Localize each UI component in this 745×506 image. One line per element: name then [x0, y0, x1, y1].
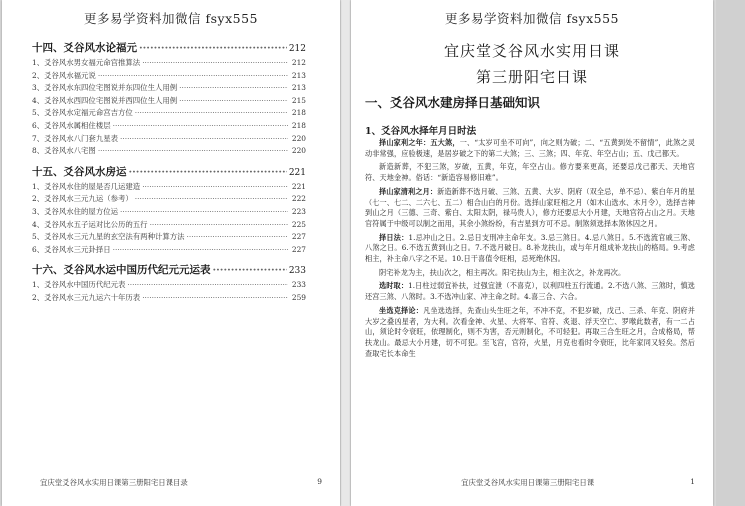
toc-entry-title: 5、爻谷风水三元九星的玄空法有两种计算方法	[32, 232, 185, 242]
paragraph-text: 新造新葬，不犯三煞，岁破，五黄，年克，年空占山。修方要来更高，还要忌戊己都天、天地官符、天地金神。俗话：“新造容易修旧难”。	[365, 162, 695, 183]
paragraph	[365, 138, 695, 159]
viewer-margin	[716, 0, 745, 506]
page-footer	[365, 477, 695, 488]
toc-entry[interactable]	[32, 95, 306, 108]
paragraph	[365, 306, 695, 360]
paragraph	[365, 162, 695, 183]
toc-leader-dots	[98, 70, 288, 83]
toc-entry-title: 2、爻谷风水三元九运（参考）	[32, 194, 133, 204]
toc-entry[interactable]	[32, 279, 306, 292]
toc-leader-dots	[135, 107, 288, 120]
paragraph-text: 阴宅补龙为主，扶山次之，相主再次。阳宅扶山为主，相主次之，补龙再次。	[379, 267, 626, 277]
page-number: 1	[690, 477, 695, 486]
toc-entry[interactable]	[32, 145, 306, 158]
toc-entry[interactable]	[32, 292, 306, 305]
course-title: 宜庆堂爻谷风水实用日课	[443, 42, 620, 60]
toc-page-number: 220	[291, 146, 306, 156]
toc-entry[interactable]	[32, 107, 306, 120]
volume-title: 第三册阳宅日课	[475, 68, 588, 86]
content-page	[351, 0, 713, 506]
paragraph-text: 一、“太岁可坐不可向”，向之则为破；二、“五黄到处不留情”，此煞之灵动非常强，应验极速，是居岁破之下的第二大煞；三、三煞；四、年克、年空占山；五、戊己都天。	[365, 138, 695, 158]
toc-leader-dots	[120, 206, 288, 219]
toc-page-number: 218	[291, 108, 306, 118]
toc-page-number: 218	[291, 120, 306, 130]
toc-entry[interactable]	[32, 231, 306, 244]
toc-page-number: 225	[291, 219, 306, 229]
paragraph-lead: 坐选克择论：	[379, 305, 424, 315]
toc-entry-title: 1、爻谷风水中国历代纪元表	[32, 280, 126, 290]
chapter-title: 一、爻谷风水建房择日基础知识	[365, 95, 541, 110]
toc-page-number: 223	[291, 206, 306, 216]
toc-entry-title: 3、爻谷风水东四位宅图说并东四位生人用例	[32, 83, 178, 93]
toc-entry-title: 6、爻谷风水属相住楼层	[32, 120, 111, 130]
toc-section-title: 十四、爻谷风水论福元	[32, 42, 137, 54]
toc-leader-dots	[213, 262, 287, 279]
toc-page-number: 233	[291, 280, 306, 290]
body-text	[365, 138, 695, 362]
paragraph-lead: 择山家利之年：五大煞，	[379, 138, 460, 147]
toc-page-number: 221	[288, 167, 306, 178]
page-header: 更多易学资料加微信 fsyx555	[84, 11, 258, 26]
toc-entry-title: 1、爻谷风水住的屋是否几运建造	[32, 181, 141, 191]
toc-leader-dots	[113, 244, 288, 257]
toc-leader-dots	[127, 279, 288, 292]
page-gutter	[341, 0, 350, 506]
toc-section-heading[interactable]	[32, 164, 306, 181]
toc-page-number: 212	[291, 58, 306, 67]
toc-page-number: 259	[291, 292, 306, 302]
toc-entry-title: 4、爻谷风水西四位宅图说并西四位生人用例	[32, 95, 178, 105]
paragraph-text: 1.日柱过弱宜补扶，过强宜泄（不喜克），以利四柱五行流通。2.不选八煞、三煞时，慎选还宫三煞、八煞时。3.不选冲山家、冲主命之时。4.喜三合、六合。	[365, 281, 695, 302]
paragraph	[365, 268, 695, 279]
paragraph	[365, 187, 695, 230]
toc-entry[interactable]	[32, 193, 306, 206]
toc-entry[interactable]	[32, 82, 306, 95]
toc-leader-dots	[129, 164, 287, 181]
toc-entry-title: 2、爻谷风水福元说	[32, 70, 96, 80]
toc-leader-dots	[113, 120, 288, 133]
table-of-contents	[32, 40, 306, 305]
toc-entry-title: 4、爻谷风水五子运对比公历的五行	[32, 219, 148, 229]
footer-title: 宜庆堂爻谷风水实用日课第三册阳宅日课	[461, 478, 595, 487]
toc-page-number: 213	[291, 70, 306, 80]
toc-entry-title: 3、爻谷风水住的屋方位运	[32, 206, 119, 216]
toc-leader-dots	[187, 231, 288, 244]
toc-page	[2, 0, 340, 506]
toc-page-number: 220	[291, 133, 306, 143]
paragraph-text: 新造新葬不选月破、三煞、五黄、大岁、阴府（双全忌，单不忌）、紫白年月的星（七一、七二、二六七、五二）相合山白的月份。选择山家旺相之月（如木山选水、木月令），选择吉神到山之月（三德、三奇、紫白、太阳太阴，禄马贵人），修方还要忌大小月建，天地官符占山之月。天地官符属于中级可以制之而用，其余小煞纷纷，有吉星到方可不忌。制煞须选择本煞休囚之月。	[365, 186, 695, 228]
toc-leader-dots	[139, 40, 287, 57]
toc-entry[interactable]	[32, 181, 306, 194]
page-number: 9	[317, 477, 322, 486]
toc-leader-dots	[142, 181, 288, 194]
toc-entry[interactable]	[32, 120, 306, 133]
toc-leader-dots	[150, 219, 288, 232]
toc-leader-dots	[98, 145, 288, 158]
section-title: 1、爻谷风水择年月日时法	[365, 126, 477, 137]
toc-page-number: 212	[288, 44, 306, 54]
toc-page-number: 227	[291, 232, 306, 242]
paragraph-lead: 择日法：	[379, 232, 409, 242]
toc-page-number: 233	[288, 266, 306, 277]
toc-entry-title: 2、爻谷风水三元九运六十年历表	[32, 292, 141, 302]
toc-entry[interactable]	[32, 219, 306, 232]
page-footer	[40, 477, 322, 488]
toc-section-title: 十六、爻谷风水运中国历代纪元元运表	[32, 264, 211, 277]
toc-entry-title: 6、爻谷风水三元卦择日	[32, 244, 111, 254]
toc-entry[interactable]	[32, 133, 306, 146]
toc-entry-title: 5、爻谷风水定福元命宫吉方位	[32, 108, 133, 118]
toc-page-number: 215	[291, 95, 306, 105]
page-header: 更多易学资料加微信 fsyx555	[445, 11, 619, 26]
toc-page-number: 222	[291, 194, 306, 204]
paragraph-text: 凡坐选选择，先查山头生旺之年，不冲不克，不犯岁破，戊己、三杀、年克、阴府并大岁之叠凶星者，为大利。次看金神、火星、大将军、官符、炙退、浮天空亡、罗喉此数者，有一二占山，须论时令衰旺，依理制化，则不为害，否元则制化，不可轻犯。再取三合生旺之月，合成格局，帮扶龙山。最忌大小月建，切不可犯。至飞宫，官符，火星，月克也看时令衰旺，比年家同又轻矣。然后查取宅长本命生	[365, 305, 695, 358]
toc-leader-dots	[142, 292, 288, 305]
toc-page-number: 213	[291, 83, 306, 93]
toc-section-heading[interactable]	[32, 40, 306, 57]
toc-entry[interactable]	[32, 244, 306, 257]
paragraph-lead: 择山家清利之月：	[379, 186, 438, 196]
paragraph-lead: 选时取：	[379, 281, 409, 291]
toc-section-heading[interactable]	[32, 262, 306, 279]
toc-section-title: 十五、爻谷风水房运	[32, 165, 127, 178]
paragraph	[365, 281, 695, 302]
toc-leader-dots	[142, 57, 288, 70]
toc-entry-title: 1、爻谷风水男女福元命宫推算法	[32, 58, 141, 67]
toc-page-number: 221	[291, 181, 306, 191]
footer-title: 宜庆堂爻谷风水实用日课第三册阳宅日课目录	[40, 478, 188, 487]
toc-leader-dots	[135, 193, 288, 206]
toc-leader-dots	[120, 133, 288, 146]
toc-entry-title: 7、爻谷风水八门套九星表	[32, 133, 119, 143]
toc-entry[interactable]	[32, 57, 306, 70]
toc-page-number: 227	[291, 244, 306, 254]
paragraph-text: 1.忌冲山之日。2.忌日支刑冲主命年支。3.忌三煞日。4.忌八煞日。5.不选流官戚三煞、八煞之日。6.不选五黄到山之日。7.不选月破日。8.补龙扶山，或与年月组成补龙扶山的格局。9.考虑相主，补主命八字之不足。10.日干喜值令旺相，忌死绝休囚。	[365, 232, 695, 264]
toc-leader-dots	[179, 95, 288, 108]
toc-entry-title: 8、爻谷风水八宅图	[32, 146, 96, 156]
toc-entry[interactable]	[32, 206, 306, 219]
toc-entry[interactable]	[32, 70, 306, 83]
paragraph	[365, 233, 695, 265]
toc-leader-dots	[179, 82, 288, 95]
